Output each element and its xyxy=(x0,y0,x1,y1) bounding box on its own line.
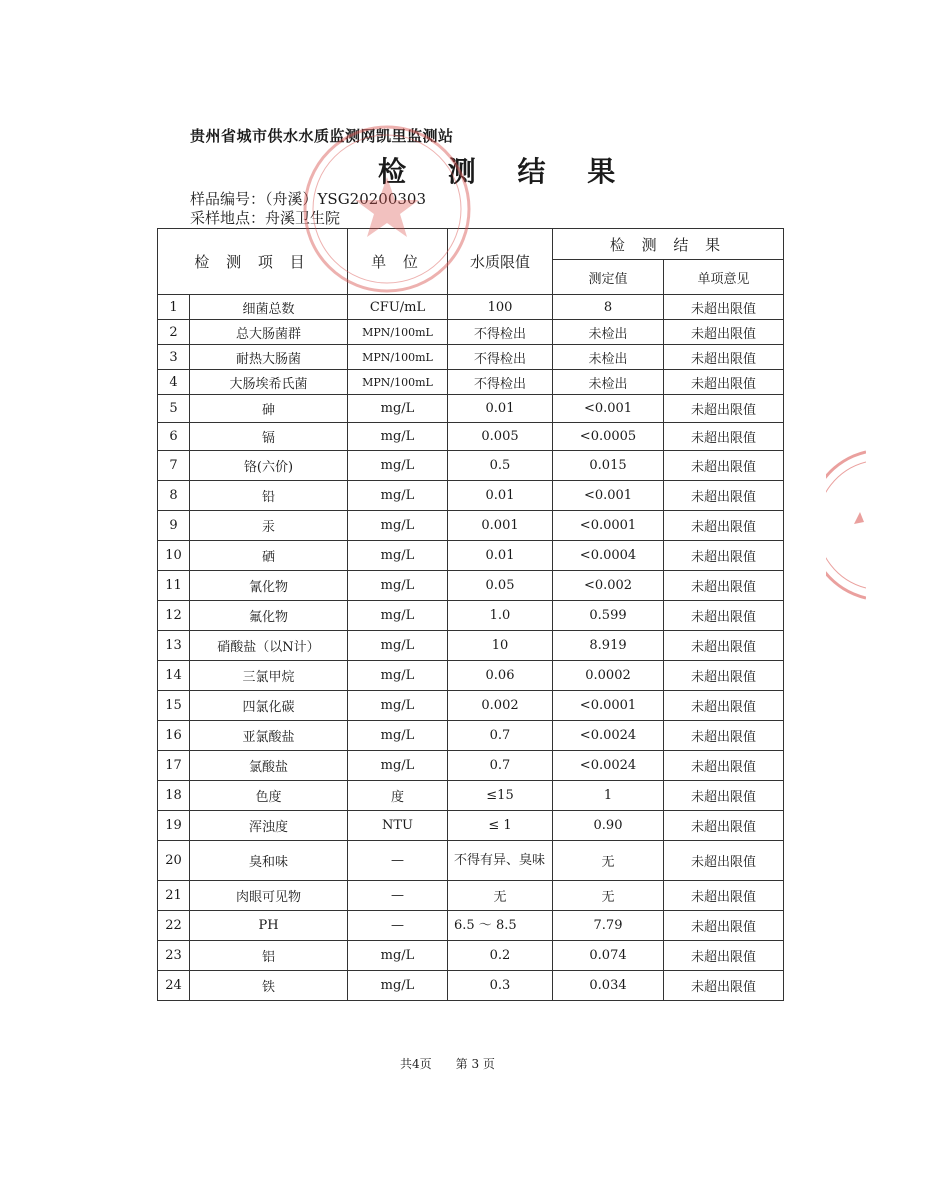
row-number: 7 xyxy=(158,451,190,481)
measured-value: 8.919 xyxy=(553,631,664,661)
limit-value: 0.01 xyxy=(448,481,553,511)
item-name: PH xyxy=(190,911,348,941)
partial-seal xyxy=(826,450,866,600)
limit-value: 0.001 xyxy=(448,511,553,541)
row-number: 16 xyxy=(158,721,190,751)
item-name: 汞 xyxy=(190,511,348,541)
measured-value: 无 xyxy=(553,881,664,911)
measured-value: 无 xyxy=(553,841,664,881)
table-row xyxy=(158,451,784,481)
item-name: 色度 xyxy=(190,781,348,811)
measured-value: <0.0024 xyxy=(553,751,664,781)
item-name: 臭和味 xyxy=(190,841,348,881)
unit: MPN/100mL xyxy=(348,345,448,370)
item-name: 细菌总数 xyxy=(190,295,348,320)
header-item: 检 测 项 目 xyxy=(158,229,348,295)
row-number: 24 xyxy=(158,971,190,1001)
unit: 度 xyxy=(348,781,448,811)
current-page: 第 3 页 xyxy=(455,1057,495,1071)
row-number: 10 xyxy=(158,541,190,571)
measured-value: 未检出 xyxy=(553,320,664,345)
table-row xyxy=(158,511,784,541)
row-number: 20 xyxy=(158,841,190,881)
item-name: 氯酸盐 xyxy=(190,751,348,781)
item-name: 铁 xyxy=(190,971,348,1001)
table-row xyxy=(158,971,784,1001)
opinion: 未超出限值 xyxy=(664,811,784,841)
row-number: 8 xyxy=(158,481,190,511)
measured-value: <0.0001 xyxy=(553,691,664,721)
opinion: 未超出限值 xyxy=(664,370,784,395)
limit-value: 100 xyxy=(448,295,553,320)
header-measured: 测定值 xyxy=(553,260,664,295)
measured-value: 0.015 xyxy=(553,451,664,481)
limit-value: 不得有异、臭味 xyxy=(448,841,553,881)
page-footer xyxy=(400,1055,519,1072)
limit-value: 不得检出 xyxy=(448,345,553,370)
sampling-location-line xyxy=(190,207,340,228)
unit: — xyxy=(348,841,448,881)
opinion: 未超出限值 xyxy=(664,571,784,601)
sampling-location-label: 采样地点： xyxy=(190,209,266,227)
unit: — xyxy=(348,881,448,911)
measured-value: <0.002 xyxy=(553,571,664,601)
opinion: 未超出限值 xyxy=(664,601,784,631)
item-name: 三氯甲烷 xyxy=(190,661,348,691)
unit: mg/L xyxy=(348,631,448,661)
measured-value: <0.0004 xyxy=(553,541,664,571)
table-row xyxy=(158,571,784,601)
row-number: 5 xyxy=(158,395,190,423)
row-number: 21 xyxy=(158,881,190,911)
measured-value: <0.001 xyxy=(553,395,664,423)
limit-value: 1.0 xyxy=(448,601,553,631)
table-row xyxy=(158,295,784,320)
item-name: 耐热大肠菌 xyxy=(190,345,348,370)
opinion: 未超出限值 xyxy=(664,841,784,881)
unit: NTU xyxy=(348,811,448,841)
table-row xyxy=(158,320,784,345)
item-name: 总大肠菌群 xyxy=(190,320,348,345)
opinion: 未超出限值 xyxy=(664,941,784,971)
row-number: 19 xyxy=(158,811,190,841)
limit-value: 0.2 xyxy=(448,941,553,971)
item-name: 氟化物 xyxy=(190,601,348,631)
row-number: 14 xyxy=(158,661,190,691)
limit-value: 0.3 xyxy=(448,971,553,1001)
opinion: 未超出限值 xyxy=(664,295,784,320)
opinion: 未超出限值 xyxy=(664,881,784,911)
measured-value: 7.79 xyxy=(553,911,664,941)
table-row xyxy=(158,423,784,451)
item-name: 镉 xyxy=(190,423,348,451)
limit-value: 10 xyxy=(448,631,553,661)
limit-value: 6.5 ～ 8.5 xyxy=(448,911,553,941)
table-row xyxy=(158,345,784,370)
table-row xyxy=(158,601,784,631)
row-number: 1 xyxy=(158,295,190,320)
unit: mg/L xyxy=(348,395,448,423)
opinion: 未超出限值 xyxy=(664,541,784,571)
limit-value: 不得检出 xyxy=(448,370,553,395)
table-row xyxy=(158,661,784,691)
unit: mg/L xyxy=(348,451,448,481)
measured-value: <0.0001 xyxy=(553,511,664,541)
measured-value: 0.599 xyxy=(553,601,664,631)
table-row xyxy=(158,881,784,911)
document-title: 检 测 结 果 xyxy=(378,155,632,188)
opinion: 未超出限值 xyxy=(664,971,784,1001)
row-number: 9 xyxy=(158,511,190,541)
table-row xyxy=(158,481,784,511)
limit-value: 0.7 xyxy=(448,751,553,781)
measured-value: 0.0002 xyxy=(553,661,664,691)
table-row xyxy=(158,781,784,811)
limit-value: 0.7 xyxy=(448,721,553,751)
limit-value: 0.06 xyxy=(448,661,553,691)
unit: mg/L xyxy=(348,481,448,511)
item-name: 亚氯酸盐 xyxy=(190,721,348,751)
unit: mg/L xyxy=(348,601,448,631)
item-name: 铬(六价) xyxy=(190,451,348,481)
unit: MPN/100mL xyxy=(348,370,448,395)
unit: MPN/100mL xyxy=(348,320,448,345)
row-number: 23 xyxy=(158,941,190,971)
table-row xyxy=(158,691,784,721)
measured-value: 0.034 xyxy=(553,971,664,1001)
limit-value: ≤ 1 xyxy=(448,811,553,841)
measured-value: <0.0024 xyxy=(553,721,664,751)
header-opinion: 单项意见 xyxy=(664,260,784,295)
unit: mg/L xyxy=(348,691,448,721)
opinion: 未超出限值 xyxy=(664,911,784,941)
unit: CFU/mL xyxy=(348,295,448,320)
row-number: 18 xyxy=(158,781,190,811)
opinion: 未超出限值 xyxy=(664,345,784,370)
unit: mg/L xyxy=(348,941,448,971)
header-limit: 水质限值 xyxy=(448,229,553,295)
opinion: 未超出限值 xyxy=(664,451,784,481)
limit-value: ≤15 xyxy=(448,781,553,811)
table-row xyxy=(158,370,784,395)
item-name: 硝酸盐（以N计） xyxy=(190,631,348,661)
limit-value: 0.002 xyxy=(448,691,553,721)
table-row xyxy=(158,751,784,781)
item-name: 肉眼可见物 xyxy=(190,881,348,911)
opinion: 未超出限值 xyxy=(664,481,784,511)
opinion: 未超出限值 xyxy=(664,511,784,541)
unit: mg/L xyxy=(348,971,448,1001)
limit-value: 0.5 xyxy=(448,451,553,481)
opinion: 未超出限值 xyxy=(664,721,784,751)
measured-value: <0.001 xyxy=(553,481,664,511)
opinion: 未超出限值 xyxy=(664,423,784,451)
row-number: 4 xyxy=(158,370,190,395)
limit-value: 不得检出 xyxy=(448,320,553,345)
measured-value: 0.074 xyxy=(553,941,664,971)
measured-value: 0.90 xyxy=(553,811,664,841)
header-result-group: 检 测 结 果 xyxy=(553,229,784,260)
table-row xyxy=(158,721,784,751)
opinion: 未超出限值 xyxy=(664,631,784,661)
limit-value: 0.01 xyxy=(448,395,553,423)
table-row xyxy=(158,395,784,423)
measured-value: 1 xyxy=(553,781,664,811)
opinion: 未超出限值 xyxy=(664,781,784,811)
row-number: 22 xyxy=(158,911,190,941)
sample-number-line xyxy=(190,188,426,209)
measured-value: 未检出 xyxy=(553,345,664,370)
limit-value: 0.005 xyxy=(448,423,553,451)
row-number: 11 xyxy=(158,571,190,601)
row-number: 13 xyxy=(158,631,190,661)
sample-number-label: 样品编号： xyxy=(190,190,266,208)
item-name: 大肠埃希氏菌 xyxy=(190,370,348,395)
row-number: 2 xyxy=(158,320,190,345)
row-number: 6 xyxy=(158,423,190,451)
table-row xyxy=(158,941,784,971)
unit: mg/L xyxy=(348,751,448,781)
header-unit: 单 位 xyxy=(348,229,448,295)
limit-value: 无 xyxy=(448,881,553,911)
organization-name: 贵州省城市供水水质监测网凯里监测站 xyxy=(190,127,454,145)
total-pages: 共4页 xyxy=(400,1057,432,1071)
sample-number-value: （舟溪）YSG20200303 xyxy=(265,190,427,208)
results-body xyxy=(158,295,784,1001)
unit: — xyxy=(348,911,448,941)
item-name: 铅 xyxy=(190,481,348,511)
item-name: 砷 xyxy=(190,395,348,423)
item-name: 硒 xyxy=(190,541,348,571)
table-row xyxy=(158,631,784,661)
table-row xyxy=(158,841,784,881)
opinion: 未超出限值 xyxy=(664,395,784,423)
opinion: 未超出限值 xyxy=(664,691,784,721)
limit-value: 0.05 xyxy=(448,571,553,601)
unit: mg/L xyxy=(348,541,448,571)
row-number: 15 xyxy=(158,691,190,721)
row-number: 17 xyxy=(158,751,190,781)
opinion: 未超出限值 xyxy=(664,320,784,345)
unit: mg/L xyxy=(348,423,448,451)
measured-value: 8 xyxy=(553,295,664,320)
item-name: 浑浊度 xyxy=(190,811,348,841)
row-number: 3 xyxy=(158,345,190,370)
unit: mg/L xyxy=(348,661,448,691)
opinion: 未超出限值 xyxy=(664,751,784,781)
table-row xyxy=(158,811,784,841)
measured-value: <0.0005 xyxy=(553,423,664,451)
results-table xyxy=(157,228,784,1001)
measured-value: 未检出 xyxy=(553,370,664,395)
unit: mg/L xyxy=(348,571,448,601)
item-name: 四氯化碳 xyxy=(190,691,348,721)
item-name: 铝 xyxy=(190,941,348,971)
unit: mg/L xyxy=(348,511,448,541)
sampling-location-value: 舟溪卫生院 xyxy=(265,209,341,227)
table-row xyxy=(158,541,784,571)
opinion: 未超出限值 xyxy=(664,661,784,691)
item-name: 氰化物 xyxy=(190,571,348,601)
unit: mg/L xyxy=(348,721,448,751)
table-row xyxy=(158,911,784,941)
row-number: 12 xyxy=(158,601,190,631)
limit-value: 0.01 xyxy=(448,541,553,571)
